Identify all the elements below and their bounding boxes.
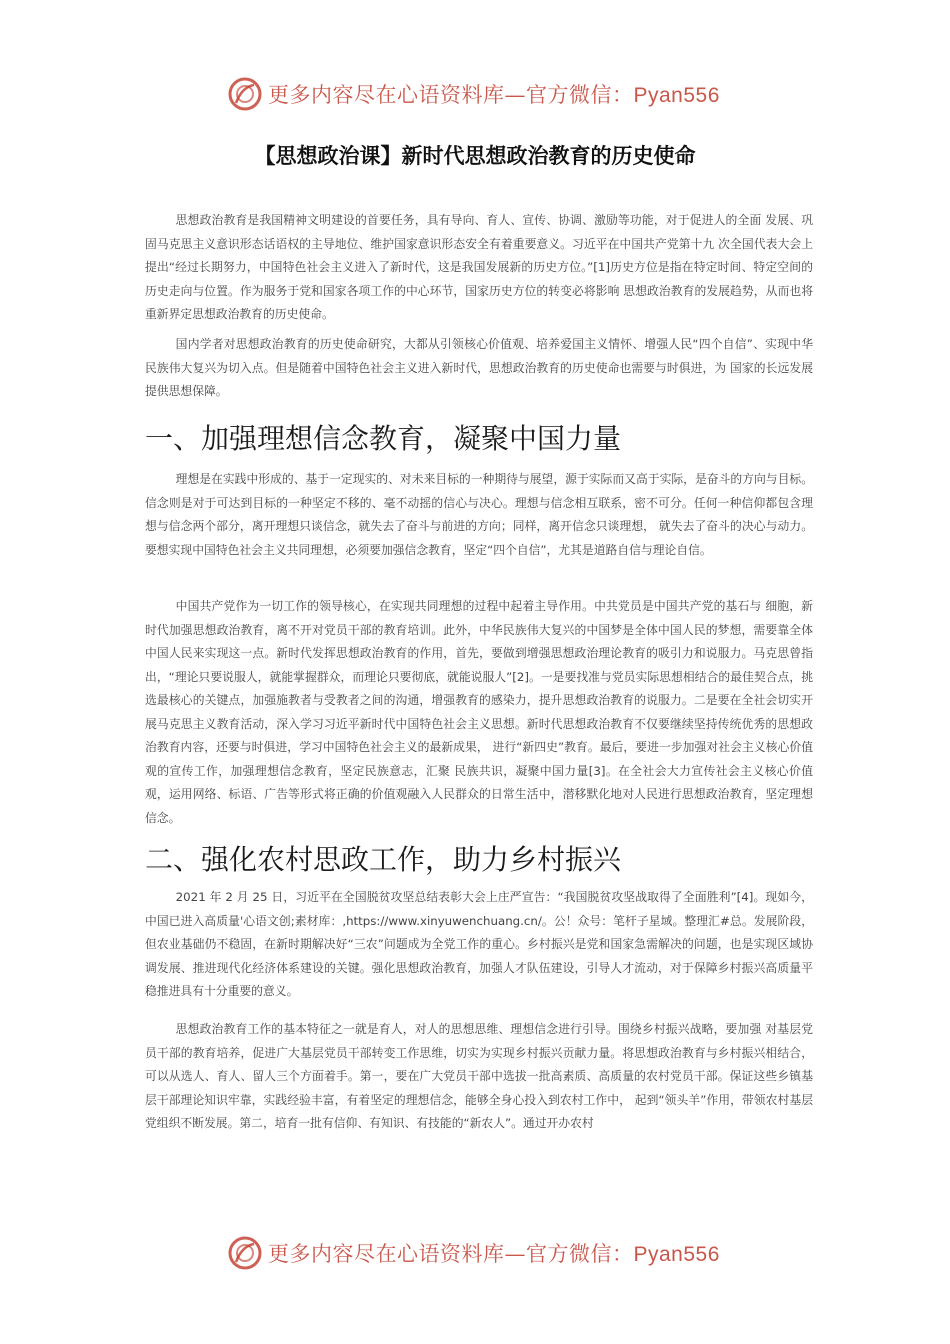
banner-text: 更多内容尽在心语资料库—官方微信：Pyan556 xyxy=(268,83,720,107)
section-1-paragraph-2: 中国共产党作为一切工作的领导核心，在实现共同理想的过程中起着主导作用。中共党员是中国共产党的基石与 细胞，新时代加强思想政治教育，离不开对党员干部的教育培训。此外，中华民族伟大复兴的中国梦是全体中国人民的梦想，需要靠全体中国人民来实现这一点。新时代发挥思想政治教育的作用，首先，要做到增强思想政治理论教育的吸引力和说服力。马克思曾指出，“理论只要说服人，就能掌握群众，而理论只要彻底，就能说服人”[2]。一是要找准与党员实际思想相结合的最佳契合点，挑选最核心的关键点，加强施教者与受教者之间的沟通，增强教育的感染力，提升思想政治教育的说服力。二是要在全社会切实开展马克思主义教育活动，深入学习习近平新时代中国特色社会主义思想。新时代思想政治教育不仅要继续坚持传统优秀的思想政治教育内容，还要与时俱进，学习中国特色社会主义的最新成果， 进行“新四史”教育。最后，要进一步加强对社会主义核心价值观的宣传工作，加强理想信念教育，坚定民族意志，汇聚 民族共识，凝聚中国力量[3]。在全社会大力宣传社会主义核心价值观，运用网络、标语、广告等形式将正确的价值观融入人民群众的日常生活中，潜移默化地对人民进行思想政治教育，坚定理想信念。 xyxy=(145,599,813,825)
section-2-paragraph-1: 2021 年 2 月 25 日，习近平在全国脱贫攻坚总结表彰大会上庄严宣告：“我国脱贫攻坚战取得了全面胜利”[4]。现如今，中国已进入高质量'心语文创;素材库：,https://www.xinyuwenchuang.cn/。公！众号：笔杆子星域。整理汇#总。发展阶段，但农业基础仍不稳固，在新时期解决好“三农”问题成为全党工作的重心。乡村振兴是党和国家急需解决的问题，也是实现区域协调发展、推进现代化经济体系建设的关键。强化思想政治教育，加强人才队伍建设，引导人才流动，对于保障乡村振兴高质量平稳推进具有十分重要的意义。 xyxy=(145,890,813,998)
section-2-heading: 二、强化农村思政工作，助力乡村振兴 xyxy=(145,843,622,876)
section-1-paragraph-1: 理想是在实践中形成的、基于一定现实的、对未来目标的一种期待与展望，源于实际而又高于实际，是奋斗的方向与目标。信念则是对于可达到目标的一种坚定不移的、毫不动摇的信心与决心。理想与信念相互联系，密不可分。任何一种信仰都包含理想与信念两个部分，离开理想只谈信念，就失去了奋斗与前进的方向；同样，离开信念只谈理想， 就失去了奋斗的决心与动力。要想实现中国特色社会主义共同理想，必须要加强信念教育，坚定“四个自信”，尤其是道路自信与理论自信。 xyxy=(145,472,813,557)
xinyu-logo-icon xyxy=(228,1236,262,1270)
footer-banner xyxy=(228,1233,728,1273)
wechat-id: Pyan556 xyxy=(633,84,720,107)
document-title: 【思想政治课】新时代思想政治教育的历史使命 xyxy=(254,144,696,168)
xinyu-logo-icon xyxy=(228,77,262,111)
section-2-paragraph-2: 思想政治教育工作的基本特征之一就是育人，对人的思想思维、理想信念进行引导。围绕乡村振兴战略，要加强 对基层党员干部的教育培养，促进广大基层党员干部转变工作思维，切实为实现乡村振兴贡献力量。将思想政治教育与乡村振兴相结合，可以从选人、育人、留人三个方面着手。第一，要在广大党员干部中选拔一批高素质、高质量的农村党员干部。保证这些乡镇基层干部理论知识牢靠，实践经验丰富，有着坚定的理想信念，能够全身心投入到农村工作中， 起到“领头羊”作用，带领农村基层党组织不断发展。第二，培育一批有信仰、有知识、有技能的“新农人”。通过开办农村 xyxy=(145,1022,813,1130)
intro-paragraph-1: 思想政治教育是我国精神文明建设的首要任务，具有导向、育人、宣传、协调、激励等功能，对于促进人的全面 发展、巩固马克思主义意识形态话语权的主导地位、维护国家意识形态安全有着重要意义。习近平在中国共产党第十九 次全国代表大会上提出“经过长期努力，中国特色社会主义进入了新时代，这是我国发展新的历史方位。”[1]历史方位是指在特定时间、特定空间的历史走向与位置。作为服务于党和国家各项工作的中心环节，国家历史方位的转变必将影响 思想政治教育的发展趋势，从而也将重新界定思想政治教育的历史使命。 xyxy=(145,213,813,321)
banner-text: 更多内容尽在心语资料库—官方微信：Pyan556 xyxy=(268,1242,720,1266)
intro-paragraph-2: 国内学者对思想政治教育的历史使命研究，大都从引领核心价值观、培养爱国主义情怀、增强人民“四个自信”、实现中华民族伟大复兴为切入点。但是随着中国特色社会主义进入新时代，思想政治教育的历史使命也需要与时俱进，为 国家的长远发展提供思想保障。 xyxy=(145,337,813,398)
wechat-id: Pyan556 xyxy=(633,1243,720,1266)
header-banner xyxy=(228,74,728,114)
section-1-heading: 一、加强理想信念教育，凝聚中国力量 xyxy=(145,422,622,455)
